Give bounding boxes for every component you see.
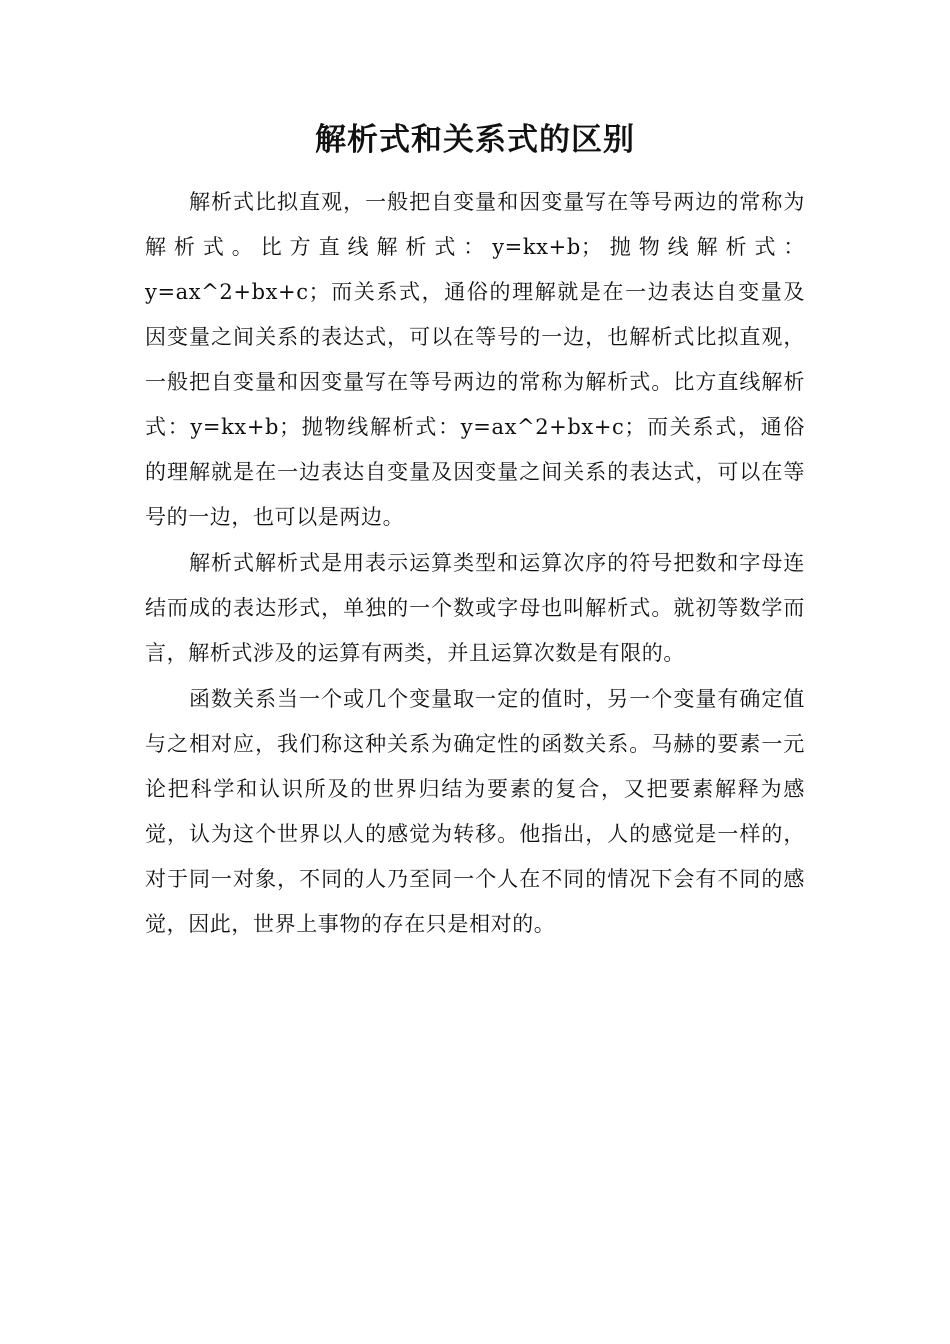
document-body xyxy=(145,180,805,948)
paragraph-1: 解析式比拟直观，一般把自变量和因变量写在等号两边的常称为解析式。比方直线解析式：y=kx+b；抛物线解析式：y=ax^2+bx+c；而关系式，通俗的理解就是在一边表达自变量及因变量之间关系的表达式，可以在等号的一边，也解析式比拟直观，一般把自变量和因变量写在等号两边的常称为解析式。比方直线解析式：y=kx+b；抛物线解析式：y=ax^2+bx+c；而关系式，通俗的理解就是在一边表达自变量及因变量之间关系的表达式，可以在等号的一边，也可以是两边。 xyxy=(145,190,805,529)
paragraph-2: 解析式解析式是用表示运算类型和运算次序的符号把数和字母连结而成的表达形式，单独的一个数或字母也叫解析式。就初等数学而言，解析式涉及的运算有两类，并且运算次数是有限的。 xyxy=(145,551,805,665)
document-title: 解析式和关系式的区别 xyxy=(315,122,635,158)
paragraph-3: 函数关系当一个或几个变量取一定的值时，另一个变量有确定值与之相对应，我们称这种关系为确定性的函数关系。马赫的要素一元论把科学和认识所及的世界归结为要素的复合，又把要素解释为感觉，认为这个世界以人的感觉为转移。他指出，人的感觉是一样的，对于同一对象，不同的人乃至同一个人在不同的情况下会有不同的感觉，因此，世界上事物的存在只是相对的。 xyxy=(145,687,805,936)
